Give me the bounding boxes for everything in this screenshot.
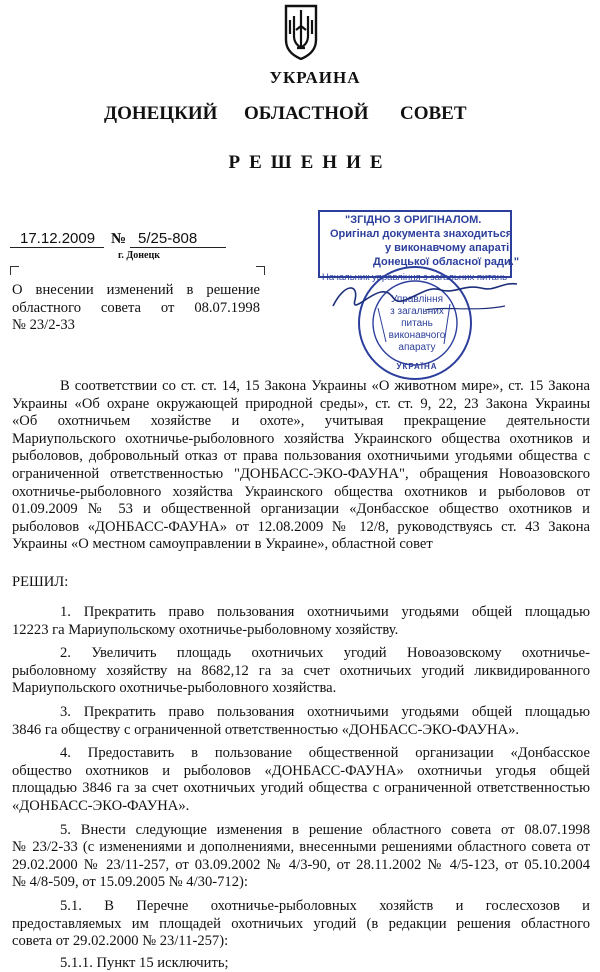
decision-date-field: [20, 230, 106, 247]
item-line: 12223 га Мариупольскому охотничье-рыболовному хозяйству.: [12, 621, 399, 638]
preamble-line: Украины «Об охране окружающей природной среды», ст. ст. 9, 22, 23 Закона Украины: [12, 395, 590, 412]
title-line-2: областного совета от 08.07.1998: [12, 299, 260, 316]
item-line: 3846 га обществу с ограниченной ответственностью «ДОНБАСС-ЭКО-ФАУНА».: [12, 721, 520, 738]
preamble-line: В соответствии со ст. ст. 14, 15 Закона Украины «О животном мире», ст. 15 Закона: [60, 378, 590, 394]
preamble-line: 01.09.2009 № 53 и общественной организации «Донбасское общество охотников и: [12, 501, 590, 518]
item-line: № 4/8-509, от 15.09.2005 № 4/30-712):: [12, 874, 248, 891]
seal-line-5: апарату: [398, 342, 436, 353]
stamp-line-4: Донецької обласної ради.": [373, 256, 520, 268]
seal-line-3: питань: [401, 318, 433, 329]
item-line: № 23/2-33 (с изменениями и дополнениями, внесенными решениями областного совета от: [12, 839, 590, 856]
item-line: совета от 29.02.2000 № 23/11-257):: [12, 933, 229, 950]
item-line: 29.02.2000 № 23/11-257, от 03.09.2002 № 4/3-90, от 28.11.2002 № 4/5-123, от 05.10.2004: [12, 856, 590, 873]
preamble-line: рыболовов «ДОНБАСС-ФАУНА» от 12.08.2009 № 12/8, руководствуясь ст. 43 Закона: [12, 518, 590, 535]
item-line: «ДОНБАСС-ЭКО-ФАУНА».: [12, 797, 190, 814]
item-line: 5.1. В Перечне охотничье-рыболовных хозяйств и гослесхозов и: [60, 897, 590, 914]
item-line: Мариупольского охотничье-рыболовного хозяйства.: [12, 680, 337, 697]
item-line: общество охотников и рыболовов «ДОНБАСС-ФАУНА» охотничьи угодья общей: [12, 762, 590, 779]
city-label: г. Донецк: [118, 250, 161, 261]
resolved-heading: РЕШИЛ:: [12, 574, 69, 590]
number-sign: №: [111, 231, 127, 247]
number-underline: [130, 247, 226, 248]
resolution-items: [12, 604, 590, 972]
item-line: 1. Прекратить право пользования охотничьими угодьями общей площадью: [60, 604, 590, 620]
document-type-heading: РЕШЕНИЕ: [228, 152, 392, 173]
preamble-line: «Об охотничьем хозяйстве и охоте», учитывая прекращение деятельности: [12, 413, 590, 430]
item-line: предоставляемых им площадей охотничьих угодий (в редакции решения областного: [12, 915, 590, 932]
date-underline: [10, 247, 104, 248]
preamble-line: рыболовов, добровольный отказ от права пользования охотничьими угодьями общества с: [12, 448, 590, 465]
council-word-3: СОВЕТ: [400, 103, 467, 124]
item-line: площадью 3846 га за счет охотничьих угодий общества с ограниченной ответственностью: [12, 780, 590, 797]
preamble-line: ограниченной ответственностью "ДОНБАСС-ЭКО-ФАУНА", обращения Новоазовского: [12, 465, 590, 482]
country-heading: УКРАИНА: [269, 68, 361, 87]
item-line: 5. Внести следующие изменения в решение областного совета от 08.07.1998: [60, 821, 590, 838]
handwritten-signature-icon: [325, 276, 525, 326]
seal-line-4: виконавчого: [388, 330, 446, 341]
item-line: 5.1.1. Пункт 15 исключить;: [60, 954, 229, 971]
council-word-1: ДОНЕЦКИЙ: [104, 103, 218, 124]
item-line: 4. Предоставить в пользование общественной организации «Донбасское: [60, 745, 590, 762]
item-line: 3. Прекратить право пользования охотничьими угодьями общей площадью: [60, 703, 590, 720]
title-line-3: № 23/2-33: [12, 317, 75, 334]
title-bracket-left: [10, 266, 19, 275]
item-line: 2. Увеличить площадь охотничьих угодий Новоазовскому охотничье-: [60, 645, 590, 662]
preamble-line: Украины «О местном самоуправлении в Украине», областной совет: [12, 536, 433, 553]
preamble-line: Мариупольского охотничье-рыболовного хозяйства Украинского общества охотников и: [12, 430, 590, 447]
ukraine-trident-emblem-icon: [283, 4, 319, 60]
decision-date: 17.12.2009: [20, 230, 96, 247]
stamp-line-3: у виконавчому апараті: [385, 242, 510, 254]
decision-number: 5/25-808: [138, 230, 198, 247]
item-line: рыболовному хозяйству на 8682,12 га за счет охотничьих угодий ликвидированного: [12, 662, 590, 679]
stamp-line-5: Начальник управління з загальних питань: [322, 272, 508, 283]
stamp-line-1: "ЗГІДНО З ОРИГІНАЛОМ.: [345, 214, 482, 226]
title-bracket-right: [256, 266, 265, 275]
title-line-1: О внесении изменений в решение: [12, 282, 260, 298]
seal-line-2: з загальних: [390, 306, 444, 317]
decision-title: [12, 282, 260, 335]
stamp-line-2: Оригінал документа знаходиться: [330, 228, 513, 240]
preamble-line: охотничье-рыболовного хозяйства Украинского общества охотников и рыболовов от: [12, 483, 590, 500]
preamble-paragraph: [12, 378, 590, 554]
seal-line-1: Управління: [390, 294, 444, 305]
seal-bottom-text: УКРАЇНА: [396, 362, 438, 371]
council-word-2: ОБЛАСТНОЙ: [244, 103, 369, 124]
